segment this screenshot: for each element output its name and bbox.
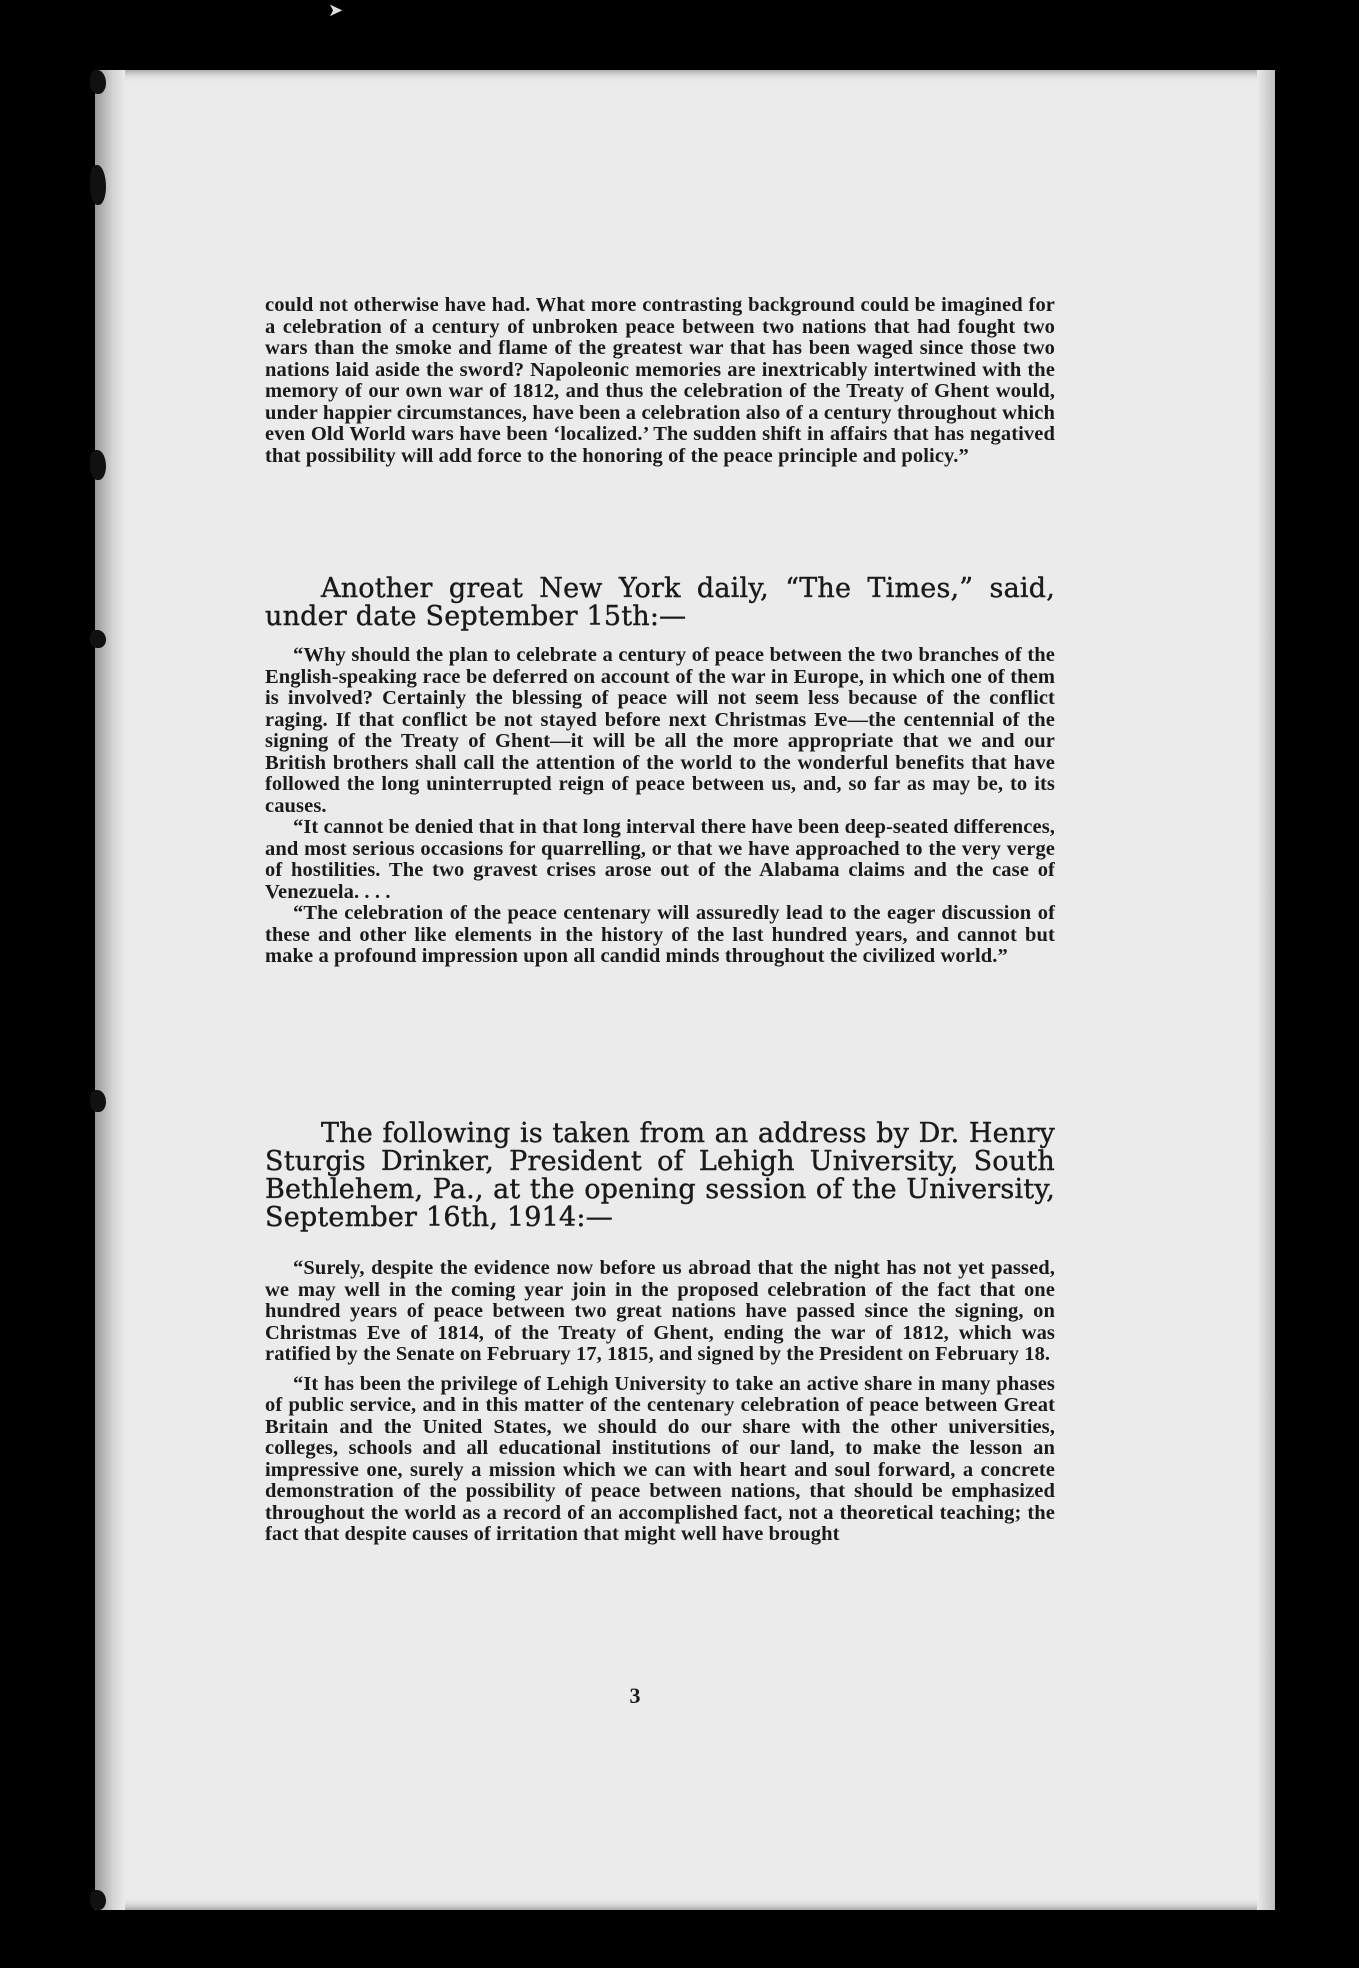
heading-text: Another great New York daily, “The Times,” said, under date September 15th:— bbox=[265, 573, 1055, 632]
paragraph: “It has been the privilege of Lehigh University to take an active share in many phases of public service, and in this matter of the centenary celebration of peace between Great Britain and the United States, we should do our share with the other universities, colleges, schools and all educational institutions of our land, to make the lesson an impressive one, surely a mission which we can with heart and soul forward, a concrete demonstration of the possibility of peace between nations, that should be emphasized throughout the world as a record of an accomplished fact, not a theoretical teaching; the fact that despite causes of irritation that might well have brought bbox=[265, 1372, 1055, 1545]
scan-artifact-icon: ➤ bbox=[328, 0, 344, 21]
paragraph: could not otherwise have had. What more contrasting background could be imagined for a celebration of a century of unbroken peace between two nations that had fought two wars than the smoke and flame of the greatest war that has been waged since those two nations laid aside the sword? Napoleonic memories are inextricably intertwined with the memory of our own war of 1812, and thus the celebration of the Treaty of Ghent would, under happier circumstances, have been a celebration also of a century throughout which even Old World wars have been ‘localized.’ The sudden shift in affairs that has negatived that possibility will add force to the honoring of the peace principle and policy.” bbox=[265, 294, 1055, 467]
section-heading bbox=[265, 1120, 1055, 1232]
paragraph: “Why should the plan to celebrate a century of peace between the two branches of the English-speaking race be deferred on account of the war in Europe, in which one of them is involved? Certainly the blessing of peace will not seem less because of the conflict raging. If that conflict be not stayed before next Christmas Eve—the centennial of the signing of the Treaty of Ghent—it will be all the more appropriate that we and our British brothers shall call the attention of the world to the wonderful benefits that have followed the long uninterrupted reign of peace between us, and, so far as may be, to its causes. bbox=[265, 644, 1055, 817]
paragraph: “It cannot be denied that in that long interval there have been deep-seated differences, and most serious occasions for quarrelling, or that we have approached to the very verge of hostilities. The two gravest crises arose out of the Alabama claims and the case of Venezuela. . . . bbox=[265, 816, 1055, 903]
times-quote bbox=[265, 645, 1055, 968]
continued-quote bbox=[265, 295, 1055, 467]
section-heading bbox=[265, 575, 1055, 631]
page-number: 3 bbox=[629, 1683, 641, 1708]
binding-edge bbox=[88, 70, 110, 1910]
heading-text: The following is taken from an address by Dr. Henry Sturgis Drinker, President of Lehigh University, South Bethlehem, Pa., at the opening session of the University, September 16th, 1914:— bbox=[265, 1118, 1055, 1233]
paragraph: “The celebration of the peace centenary will assuredly lead to the eager discussion of these and other like elements in the history of the last hundred years, and cannot but make a profound impression upon all candid minds throughout the civilized world.” bbox=[265, 902, 1055, 967]
paragraph: “Surely, despite the evidence now before us abroad that the night has not yet passed, we may well in the coming year join in the proposed celebration of the fact that one hundred years of peace between two great nations have passed since the signing, on Christmas Eve of 1814, of the Treaty of Ghent, ending the war of 1812, which was ratified by the Senate on February 17, 1815, and signed by the President on February 18. bbox=[265, 1257, 1055, 1365]
drinker-quote bbox=[265, 1258, 1055, 1546]
